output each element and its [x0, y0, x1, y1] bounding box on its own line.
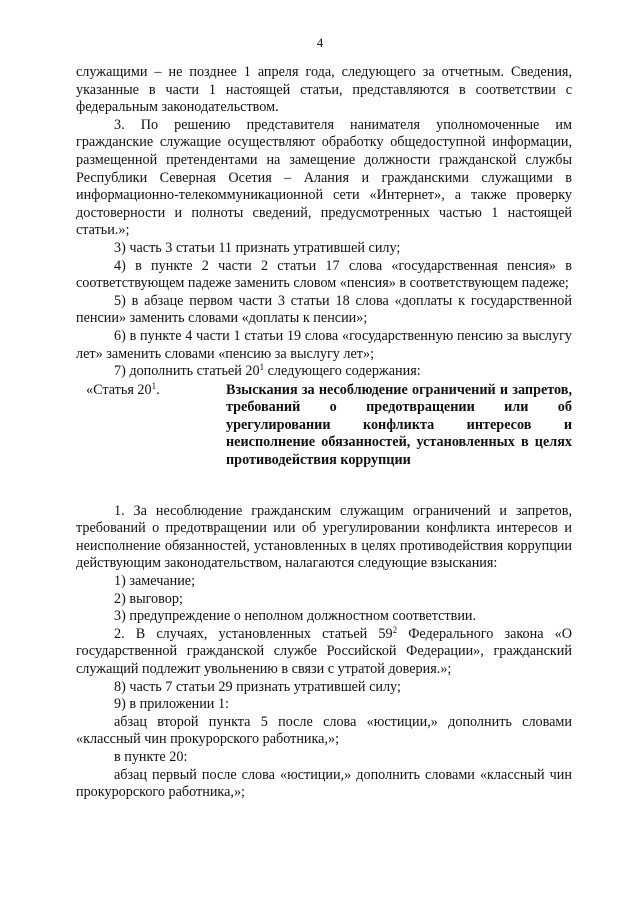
text-span: «Статья 20 — [86, 381, 152, 398]
paragraph: абзац первый после слова «юстиции,» дополнить словами «классный чин прокурорского работника,»; — [76, 766, 572, 801]
paragraph: 3) часть 3 статьи 11 признать утратившей силу; — [114, 239, 401, 256]
article-heading — [76, 382, 572, 470]
text-span: Федерального закона «О государственной гражданской службе Российской Федерации», гражданский служащий подлежит увольнению в связи с утратой доверия.»; — [76, 625, 573, 677]
text-span: . — [156, 381, 160, 398]
paragraph: служащими – не позднее 1 апреля года, следующего за отчетным. Сведения, указанные в части 1 настоящей статьи, представляются в соответствии с федеральным законодательством. — [76, 64, 572, 116]
paragraph: 5) в абзаце первом части 3 статьи 18 слова «доплаты к государственной пенсии» заменить словами «доплаты к пенсии»; — [76, 292, 572, 327]
list-item: 2) выговор; — [114, 590, 183, 607]
paragraph: 3. По решению представителя нанимателя уполномоченные им гражданские служащие осуществляют обработку общедоступной информации, размещенной претендентами на замещение должности гражданской службы Республики Северная Осетия – Алания и гражданскими служащими в информационно-телекоммуникационной сети «Интернет», а также проверку достоверности и полноты сведений, предусмотренных частью 1 настоящей статьи.»; — [76, 116, 572, 239]
paragraph: 8) часть 7 статьи 29 признать утратившей силу; — [114, 678, 401, 695]
paragraph — [76, 626, 572, 679]
text-span: следующего содержания: — [264, 363, 421, 380]
list-item: 1) замечание; — [114, 573, 196, 590]
text-span: 7) дополнить статьей 20 — [114, 363, 260, 380]
article-title: Взыскания за несоблюдение ограничений и запретов, требований о предотвращении или об урегулировании конфликта интересов и неисполнение обязанностей, установленных в целях противодействия коррупции — [226, 381, 572, 469]
list-item: 3) предупреждение о неполном должностном соответствии. — [114, 608, 477, 625]
paragraph: 9) в приложении 1: — [114, 696, 229, 713]
text-span: 2. В случаях, установленных статьей 59 — [114, 625, 393, 642]
paragraph: абзац второй пункта 5 после слова «юстиции,» дополнить словами «классный чин прокурорского работника,»; — [76, 713, 572, 748]
superscript: 1 — [151, 380, 157, 391]
paragraph — [76, 363, 572, 381]
paragraph: в пункте 20: — [114, 748, 188, 765]
article-label — [76, 382, 226, 470]
spacer — [76, 470, 572, 503]
superscript: 1 — [259, 362, 265, 373]
paragraph: 1. За несоблюдение гражданским служащим ограничений и запретов, требований о предотвращении или об урегулировании конфликта интересов и неисполнение обязанностей, установленных в целях противодействия коррупции действующим законодательством, налагаются следующие взыскания: — [76, 502, 572, 572]
document-body — [76, 64, 572, 802]
paragraph: 4) в пункте 2 части 2 статьи 17 слова «государственная пенсия» в соответствующем падеже заменить словом «пенсия» в соответствующем падеже; — [76, 257, 572, 292]
superscript: 2 — [392, 624, 398, 635]
paragraph: 6) в пункте 4 части 1 статьи 19 слова «государственную пенсию за выслугу лет» заменить словами «пенсию за выслугу лет»; — [76, 327, 572, 362]
page-number: 4 — [316, 35, 324, 50]
